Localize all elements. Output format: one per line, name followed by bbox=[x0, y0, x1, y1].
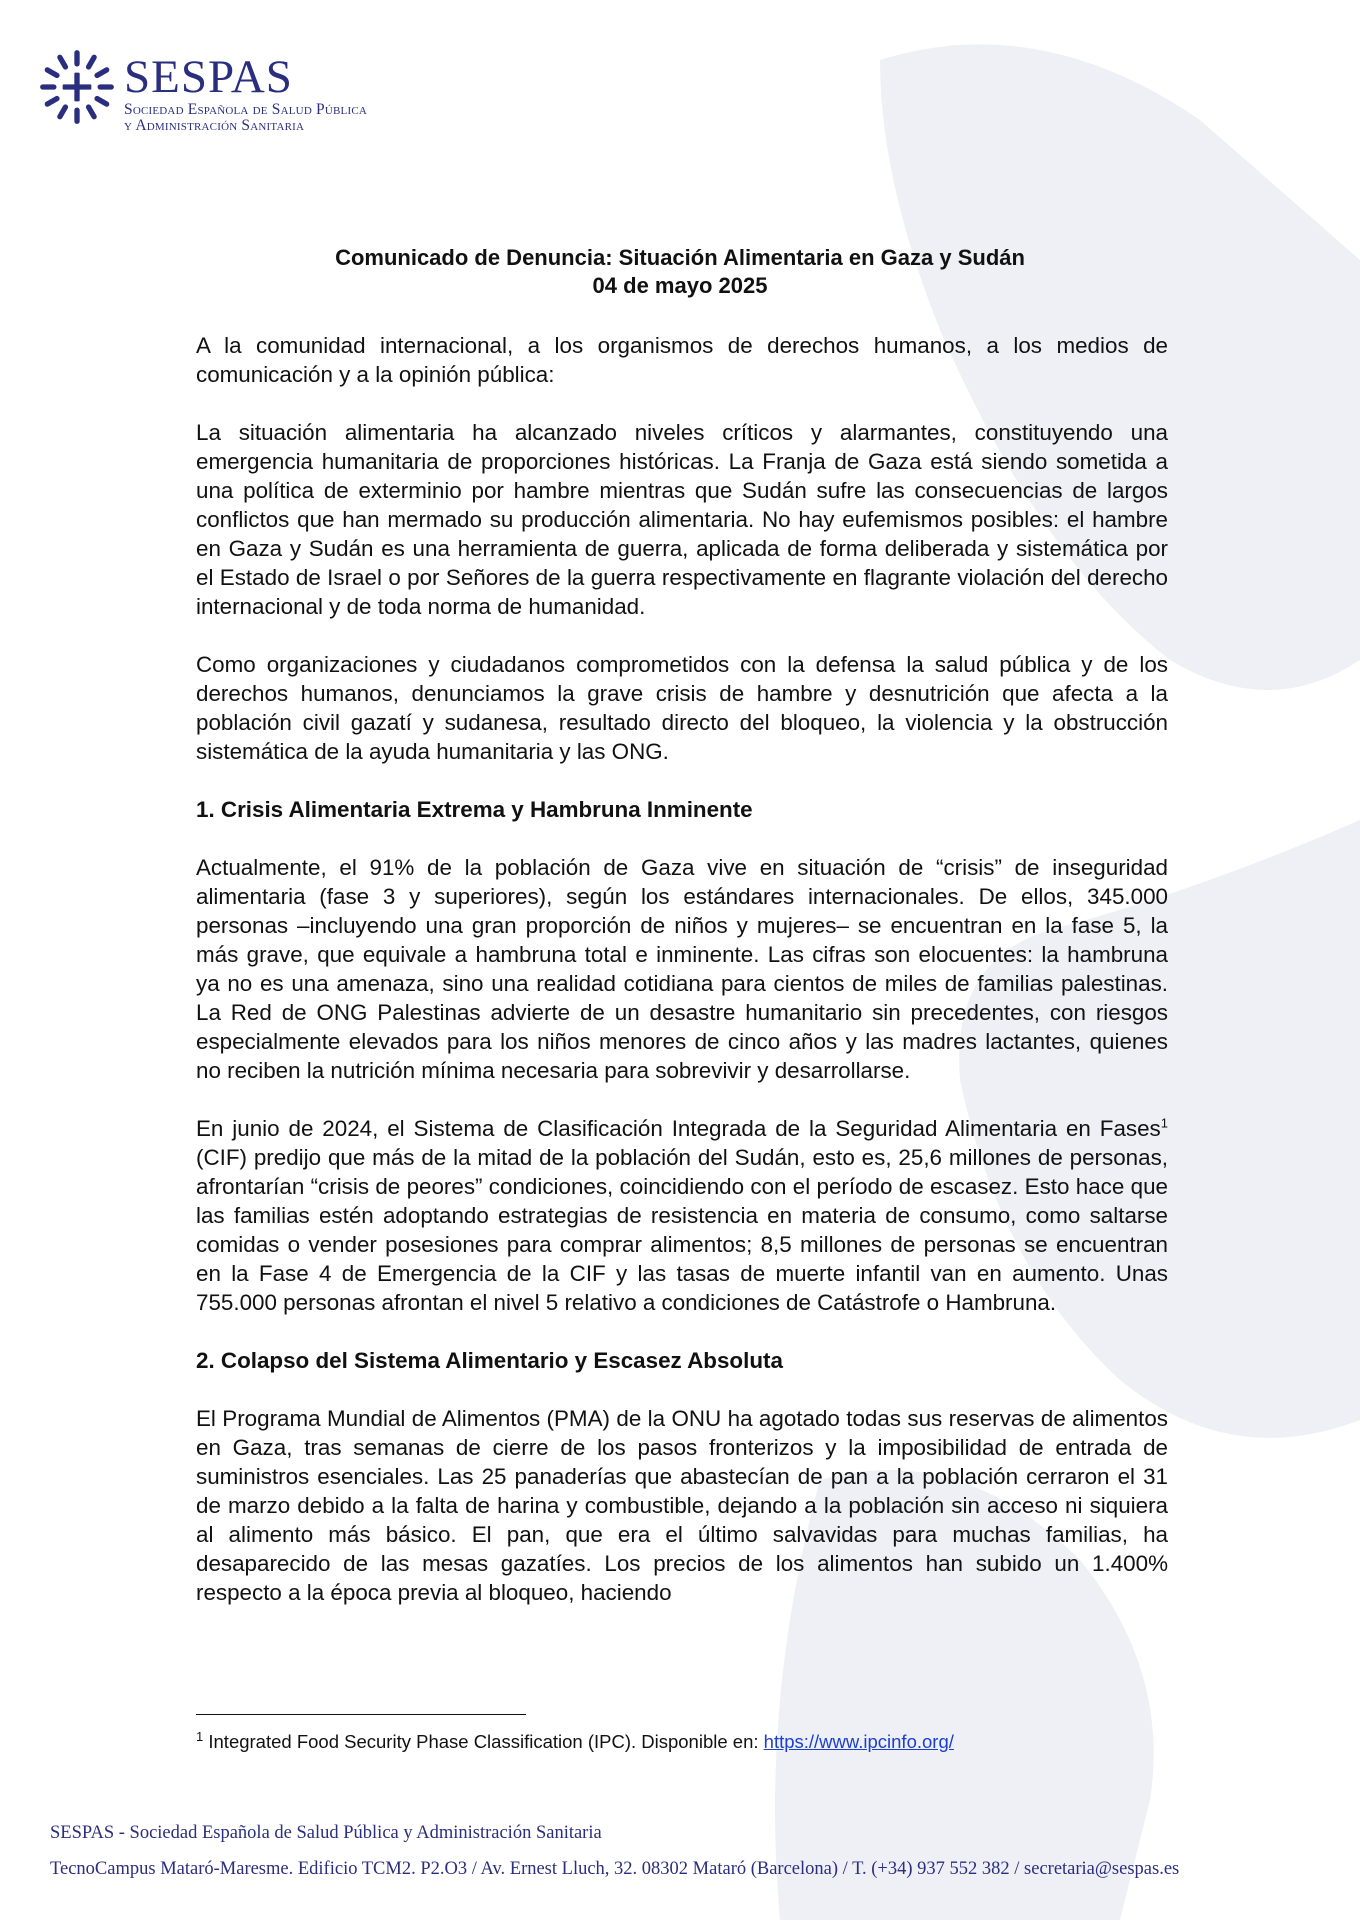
footnote-ref[interactable]: 1 bbox=[1160, 1115, 1168, 1131]
footnote bbox=[196, 1728, 954, 1753]
footnote-link[interactable]: https://www.ipcinfo.org/ bbox=[763, 1731, 954, 1752]
footer-address-line: TecnoCampus Mataró-Maresme. Edificio TCM2. P2.O3 / Av. Ernest Lluch, 32. 08302 Mataró (Barcelona) / T. (+34) 937 552 382 / secretaria@sespas.es bbox=[50, 1859, 1180, 1879]
page-footer bbox=[50, 1815, 1179, 1887]
org-name: SESPAS bbox=[124, 51, 293, 103]
footnote-number: 1 bbox=[196, 1728, 204, 1744]
footnote-text: Integrated Food Security Phase Classification (IPC). Disponible en: bbox=[208, 1731, 764, 1752]
footnote-divider bbox=[196, 1714, 526, 1715]
paragraph bbox=[196, 1114, 1168, 1317]
org-subtitle-line2: y Administración Sanitaria bbox=[124, 117, 305, 134]
paragraph-text: En junio de 2024, el Sistema de Clasificación Integrada de la Seguridad Alimentaria en Fases bbox=[196, 1116, 1161, 1141]
document-title bbox=[0, 244, 1360, 300]
paragraph: El Programa Mundial de Alimentos (PMA) de la ONU ha agotado todas sus reservas de alimentos en Gaza, tras semanas de cierre de los pasos fronterizos y la imposibilidad de entrada de suministros esenciales. Las 25 panaderías que abastecían de pan a la población cerraron el 31 de marzo debido a la falta de harina y combustible, dejando a la población sin acceso ni siquiera al alimento más básico. El pan, que era el último salvavidas para muchas familias, ha desaparecido de las mesas gazatíes. Los precios de los alimentos han subido un 1.400% respecto a la época previa al bloqueo, haciendo bbox=[196, 1406, 1168, 1605]
footer-org-line: SESPAS - Sociedad Española de Salud Pública y Administración Sanitaria bbox=[50, 1823, 602, 1843]
paragraph: Como organizaciones y ciudadanos comprometidos con la defensa la salud pública y de los derechos humanos, denunciamos la grave crisis de hambre y desnutrición que afecta a la población civil gazatí y sudanesa, resultado directo del bloqueo, la violencia y la obstrucción sistemática de la ayuda humanitaria y las ONG. bbox=[196, 652, 1168, 764]
sespas-logo bbox=[36, 46, 367, 134]
section-heading: 2. Colapso del Sistema Alimentario y Escasez Absoluta bbox=[196, 1348, 783, 1373]
paragraph: A la comunidad internacional, a los organismos de derechos humanos, a los medios de comunicación y a la opinión pública: bbox=[196, 333, 1168, 387]
title-line: Comunicado de Denuncia: Situación Alimentaria en Gaza y Sudán bbox=[335, 245, 1025, 270]
paragraph: La situación alimentaria ha alcanzado niveles críticos y alarmantes, constituyendo una emergencia humanitaria de proporciones históricas. La Franja de Gaza está siendo sometida a una política de exterminio por hambre mientras que Sudán sufre las consecuencias de largos conflictos que han mermado su producción alimentaria. No hay eufemismos posibles: el hambre en Gaza y Sudán es una herramienta de guerra, aplicada de forma deliberada y sistemática por el Estado de Israel o por Señores de la guerra respectivamente en flagrante violación del derecho internacional y de toda norma de humanidad. bbox=[196, 420, 1168, 619]
sespas-logo-icon bbox=[36, 46, 118, 128]
document-body bbox=[196, 331, 1168, 1636]
org-subtitle-line1: Sociedad Española de Salud Pública bbox=[124, 101, 368, 118]
paragraph-text: (CIF) predijo que más de la mitad de la población del Sudán, esto es, 25,6 millones de personas, afrontarían “crisis de peores” condiciones, coincidiendo con el período de escasez. Esto hace que las familias estén adoptando estrategias de resistencia en materia de consumo, como saltarse comidas o vender posesiones para comprar alimentos; 8,5 millones de personas se encuentran en la Fase 4 de Emergencia de la CIF y las tasas de muerte infantil van en aumento. Unas 755.000 personas afrontan el nivel 5 relativo a condiciones de Catástrofe o Hambruna. bbox=[196, 1145, 1168, 1315]
paragraph: Actualmente, el 91% de la población de Gaza vive en situación de “crisis” de inseguridad alimentaria (fase 3 y superiores), según los estándares internacionales. De ellos, 345.000 personas –incluyendo una gran proporción de niños y mujeres– se encuentran en la fase 5, la más grave, que equivale a hambruna total e inminente. Las cifras son elocuentes: la hambruna ya no es una amenaza, sino una realidad cotidiana para cientos de miles de familias palestinas. La Red de ONG Palestinas advierte de un desastre humanitario sin precedentes, con riesgos especialmente elevados para los niños menores de cinco años y las madres lactantes, quienes no reciben la nutrición mínima necesaria para sobrevivir y desarrollarse. bbox=[196, 855, 1168, 1083]
title-date: 04 de mayo 2025 bbox=[592, 273, 768, 298]
section-heading: 1. Crisis Alimentaria Extrema y Hambruna Inminente bbox=[196, 797, 753, 822]
